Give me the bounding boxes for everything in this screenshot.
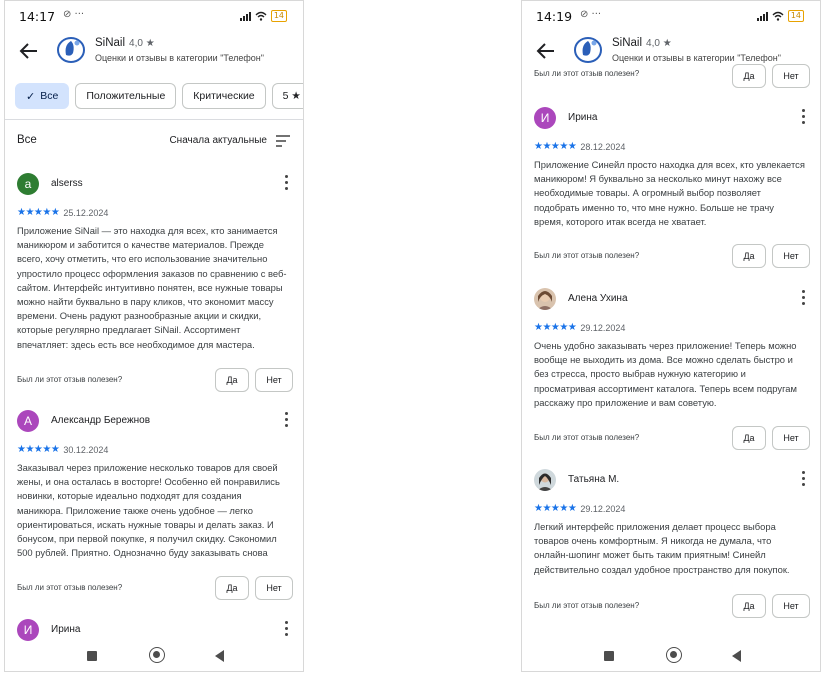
no-button[interactable]: Нет — [772, 244, 810, 268]
helpful-question: Был ли этот отзыв полезен? — [17, 583, 123, 592]
avatar-photo — [534, 288, 556, 310]
star-rating: ★★★★★ — [534, 503, 577, 514]
review-card — [522, 107, 820, 229]
star-rating: ★★★★★ — [17, 444, 60, 455]
phone-screen-right — [521, 0, 821, 672]
status-indicators — [757, 10, 804, 22]
list-title: Все — [17, 134, 37, 146]
yes-button[interactable]: Да — [732, 426, 766, 450]
review-date: 29.12.2024 — [580, 503, 626, 514]
review-text: Очень удобно заказывать через приложение! Теперь можно вообще не выходить из дома. Все можно сделать быстро и без стресса, просто выбрав нужную категорию и просматривая ассортимент каталога. Теперь всем подругам расскажу про приложение и вам советую. — [534, 340, 797, 408]
yes-button[interactable]: Да — [732, 594, 766, 618]
review-text: Приложение SiNail — это находка для всех, кто занимается маникюром и заботится о качестве материалов. Прежде всего, хочу отметить, что его использование значительно упростило процесс оформления заказов по сравнению с веб-сайтом. Интерфейс интуитивно понятен, все нужные товары можно найти буквально в пару кликов, что экономит массу времени. Очень радуют разнообразные акции и скидки, которые регулярно предлагает SiNail. Ассортимент впечатляет: здесь есть все необходимое для мастера. — [17, 225, 287, 350]
helpful-row — [522, 426, 820, 450]
review-card — [5, 410, 303, 560]
reviewer-name: alserss — [51, 178, 83, 189]
back-arrow-icon[interactable] — [17, 39, 41, 63]
chip-positive[interactable] — [75, 83, 176, 109]
review-card — [522, 288, 820, 410]
helpful-question: Был ли этот отзыв полезен? — [534, 69, 640, 78]
helpful-row — [522, 244, 820, 268]
check-icon: ✓ — [26, 90, 36, 103]
helpful-question: Был ли этот отзыв полезен? — [534, 251, 640, 260]
helpful-row — [522, 64, 820, 88]
star-rating: ★★★★★ — [534, 141, 577, 152]
yes-button[interactable]: Да — [215, 368, 249, 392]
recents-icon[interactable] — [87, 651, 97, 661]
reviewer-name: Татьяна М. — [568, 474, 620, 485]
app-subtitle: Оценки и отзывы в категории "Телефон" — [95, 53, 264, 63]
review-date: 29.12.2024 — [580, 322, 626, 333]
app-rating: 4,0 ★ — [646, 38, 672, 49]
app-title — [95, 37, 155, 49]
review-card — [522, 469, 820, 577]
system-nav-bar — [5, 641, 303, 671]
status-time: 14:19 — [536, 9, 573, 24]
star-rating: ★★★★★ — [17, 207, 60, 218]
helpful-row — [5, 368, 303, 392]
yes-button[interactable]: Да — [732, 64, 766, 88]
sort-row — [5, 131, 303, 151]
app-header — [5, 31, 303, 73]
app-title — [612, 37, 672, 49]
filter-chips — [15, 83, 304, 109]
review-date: 30.12.2024 — [63, 444, 109, 455]
wifi-icon — [255, 11, 267, 21]
helpful-row — [5, 576, 303, 600]
helpful-question: Был ли этот отзыв полезен? — [534, 433, 640, 442]
review-text: Легкий интерфейс приложения делает процесс выбора товаров очень комфортным. Я никогда не думала, что онлайн-шопинг может быть таким приятным! Синейл действительно создал удобное пространство для покупок. — [534, 521, 790, 575]
status-time: 14:17 — [19, 9, 56, 24]
sort-icon[interactable] — [275, 134, 291, 148]
app-subtitle: Оценки и отзывы в категории "Телефон" — [612, 53, 781, 63]
chip-all[interactable] — [15, 83, 69, 109]
status-bar — [5, 7, 303, 25]
recents-icon[interactable] — [604, 651, 614, 661]
helpful-row — [522, 594, 820, 618]
no-button[interactable]: Нет — [255, 576, 293, 600]
status-notifications: ⊘ ··· — [580, 9, 602, 20]
chip-label: Критические — [193, 90, 255, 102]
review-text: Заказывал через приложение несколько товаров для своей жены, и она осталась в восторге! Особенно ей понравились новинки, которые идеально подходят для создания маникюра. Приложение также очень удобное — легко ориентироваться, искать нужные товары и делать заказ. И бонусом, при первой покупке, я получил скидку. Сэкономил 500 рублей. Приятно. Однозначно буду заказывать снова — [17, 462, 280, 559]
avatar: А — [17, 410, 39, 432]
battery-icon: 14 — [788, 10, 804, 22]
home-icon[interactable] — [149, 647, 165, 663]
helpful-question: Был ли этот отзыв полезен? — [534, 601, 640, 610]
review-date: 25.12.2024 — [63, 207, 109, 218]
helpful-question: Был ли этот отзыв полезен? — [17, 375, 123, 384]
yes-button[interactable]: Да — [732, 244, 766, 268]
review-text: Приложение Синейл просто находка для всех, кто увлекается маникюром! Я буквально за несколько минут нахожу все необходимые товары. А огромный выбор позволяет подобрать именно то, что мне нужно. Больше не трачу время, которого итак всегда не хватает. — [534, 159, 805, 227]
status-indicators — [240, 10, 287, 22]
divider — [5, 119, 303, 120]
reviewer-name: Алена Ухина — [568, 293, 628, 304]
avatar: И — [17, 619, 39, 641]
app-logo — [55, 33, 87, 65]
back-triangle-icon[interactable] — [732, 650, 741, 662]
signal-icon — [240, 11, 251, 21]
app-name: SiNail — [95, 37, 126, 49]
app-rating: 4,0 ★ — [129, 38, 155, 49]
status-notifications: ⊘ ··· — [63, 9, 85, 20]
chip-5-stars[interactable] — [272, 83, 304, 109]
avatar: И — [534, 107, 556, 129]
phone-screen-left — [4, 0, 304, 672]
back-arrow-icon[interactable] — [534, 39, 558, 63]
signal-icon — [757, 11, 768, 21]
avatar-photo — [534, 469, 556, 491]
app-logo — [572, 33, 604, 65]
reviewer-name: Ирина — [568, 112, 598, 123]
chip-label: 5 ★ — [282, 90, 301, 102]
star-rating: ★★★★★ — [534, 322, 577, 333]
more-options-icon[interactable] — [800, 471, 806, 489]
review-card — [5, 173, 303, 352]
reviewer-name: Александр Бережнов — [51, 415, 151, 426]
wifi-icon — [772, 11, 784, 21]
no-button[interactable]: Нет — [772, 64, 810, 88]
more-options-icon[interactable] — [800, 290, 806, 308]
no-button[interactable]: Нет — [772, 594, 810, 618]
status-bar — [522, 7, 820, 25]
reviewer-name: Ирина — [51, 624, 81, 635]
system-nav-bar — [522, 641, 820, 671]
more-options-icon[interactable] — [283, 621, 289, 639]
back-triangle-icon[interactable] — [215, 650, 224, 662]
chip-label: Все — [40, 90, 59, 102]
yes-button[interactable]: Да — [215, 576, 249, 600]
chip-critical[interactable] — [182, 83, 265, 109]
no-button[interactable]: Нет — [772, 426, 810, 450]
app-name: SiNail — [612, 37, 643, 49]
chip-label: Положительные — [86, 90, 166, 102]
sort-button[interactable]: Сначала актуальные — [169, 135, 267, 146]
no-button[interactable]: Нет — [255, 368, 293, 392]
more-options-icon[interactable] — [283, 412, 289, 430]
more-options-icon[interactable] — [800, 109, 806, 127]
battery-icon: 14 — [271, 10, 287, 22]
home-icon[interactable] — [666, 647, 682, 663]
more-options-icon[interactable] — [283, 175, 289, 193]
avatar: a — [17, 173, 39, 195]
review-date: 28.12.2024 — [580, 141, 626, 152]
